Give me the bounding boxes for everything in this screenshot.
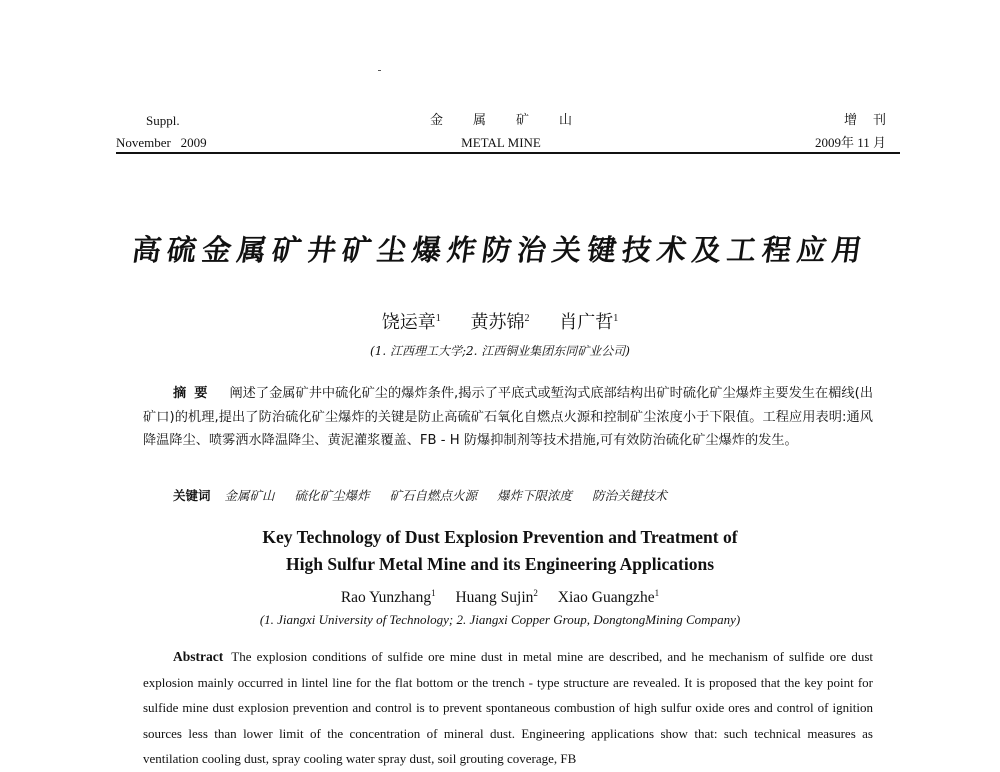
header-center	[116, 110, 886, 154]
issue-date-cn: 2009年 11 月	[814, 135, 886, 150]
supplement-label-cn: 增刊	[843, 113, 902, 128]
affiliation-mark: 1	[435, 313, 441, 324]
abstract-text-cn: 阐述了金属矿井中硫化矿尘的爆炸条件,揭示了平底式或堑沟式底部结构出矿时硫化矿尘爆炸主要发生在楣线(出矿口)的机理,提出了防治硫化矿尘爆炸的关键是防止高硫矿石氧化自燃点火源和控制矿尘浓度小于下限值。工程应用表明:通风降温降尘、喷雾洒水降温降尘、黄泥灌浆覆盖、FB - H 防爆抑制剂等技术措施,可有效防治硫化矿尘爆炸的发生。	[143, 386, 874, 448]
keyword: 矿石自燃点火源	[389, 488, 478, 503]
affiliation-mark: 2	[533, 588, 538, 598]
affiliations-cn: (1. 江西理工大学;2. 江西铜业集团东同矿业公司)	[370, 344, 630, 358]
scan-speck	[378, 70, 381, 71]
journal-name-cn: 金属矿山	[429, 113, 602, 128]
author-en	[455, 589, 537, 606]
affiliation-mark: 1	[431, 588, 436, 598]
author-en	[341, 589, 436, 606]
header-rule	[116, 152, 900, 154]
author-list-en	[0, 588, 1000, 607]
title-en-line: Key Technology of Dust Explosion Prevention and Treatment of	[262, 527, 738, 547]
author-name: Xiao Guangzhe	[557, 589, 655, 607]
abstract-label-cn: 摘要	[173, 386, 216, 401]
supplement-label: Suppl.	[146, 113, 180, 128]
keywords-cn	[173, 486, 873, 506]
paper-title-cn: 高硫金属矿井矿尘爆炸防治关键技术及工程应用	[129, 233, 870, 267]
author-cn	[471, 312, 530, 333]
author-cn	[559, 312, 618, 333]
keyword: 硫化矿尘爆炸	[294, 488, 370, 503]
author-cn	[382, 312, 441, 333]
author-name: 饶运章	[381, 312, 436, 333]
author-name: Rao Yunzhang	[340, 589, 432, 607]
header-right	[814, 110, 902, 154]
affiliation-mark: 1	[654, 588, 660, 598]
running-header	[116, 110, 902, 154]
keyword: 防治关键技术	[592, 488, 668, 503]
keyword: 爆炸下限浓度	[497, 488, 573, 503]
abstract-label-en: Abstract	[173, 649, 224, 664]
affiliation-mark: 2	[524, 313, 530, 324]
paper-title-en	[0, 524, 1000, 578]
author-name: Huang Sujin	[455, 589, 534, 607]
author-list-cn	[0, 308, 1000, 334]
affiliation-mark: 1	[613, 313, 619, 324]
journal-name-en: METAL MINE	[461, 135, 541, 150]
affiliations-en: (1. Jiangxi University of Technology; 2. Jiangxi Copper Group, DongtongMining Company)	[259, 612, 741, 627]
title-en-line: High Sulfur Metal Mine and its Engineering Applications	[286, 554, 714, 574]
author-name: 肖广哲	[559, 312, 614, 333]
abstract-text-en: The explosion conditions of sulfide ore mine dust in metal mine are described, and he mechanism of sulfide ore dust explosion mainly occurred in lintel line for the flat bottom or the trench - type structure are revealed. It is proposed that the key point for sulfide mine dust explosion prevention and control is to prevent spontaneous combustion of high sulfur oxide ores and control of ignition sources less than lower limit of the concentration of mineral dust. Engineering applications show that: such technical measures as ventilation cooling dust, spray cooling water spray dust, soil grouting coverage, FB	[143, 649, 873, 766]
author-en	[558, 589, 659, 606]
issue-date-en: November 2009	[116, 135, 207, 150]
author-name: 黄苏锦	[470, 312, 525, 333]
abstract-en	[143, 644, 873, 772]
keyword: 金属矿山	[224, 488, 275, 503]
abstract-cn	[143, 382, 873, 453]
keywords-label-cn: 关键词	[173, 488, 211, 503]
